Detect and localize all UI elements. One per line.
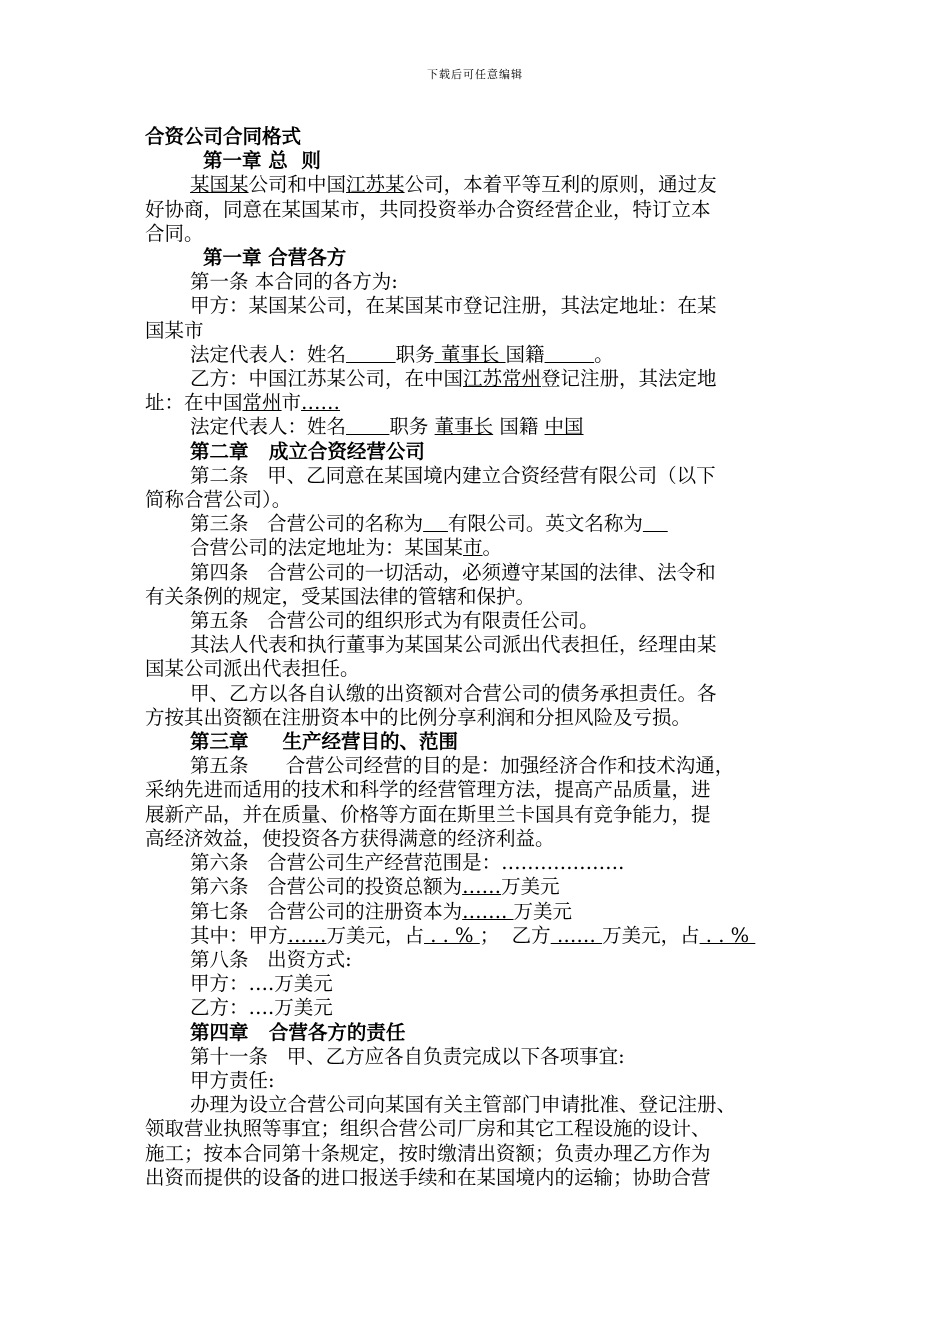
chapter-heading: 第四章 合营各方的责任 — [190, 1020, 406, 1044]
paragraph-line: 甲方：某国某公司，在某国某市登记注册，其法定地址：在某 — [190, 294, 717, 318]
paragraph-line: 展新产品，并在质量、价格等方面在斯里兰卡国具有竞争能力，提 — [145, 802, 711, 826]
text-span: 。 — [482, 536, 503, 560]
blank-field: . . % — [424, 923, 480, 947]
chapter-heading: 第一章 总 则 — [203, 149, 321, 173]
blank-field: …… — [287, 923, 327, 947]
text-span: 乙方：中国江苏某公司，在中国 — [190, 367, 464, 391]
chapter-heading: 第一章 合营各方 — [203, 246, 347, 270]
text-span: 法定代表人：姓名 — [190, 342, 347, 366]
paragraph-line: 第二条 甲、乙同意在某国境内建立合资经营有限公司（以下 — [190, 463, 716, 487]
document-title: 合资公司合同格式 — [145, 125, 302, 148]
text-span: 公司，本着平等互利的原则，通过友 — [404, 173, 717, 197]
blank-field — [545, 343, 595, 366]
text-span: 江苏常州 — [463, 367, 542, 391]
text-span: 。 — [594, 342, 614, 366]
paragraph-line: 简称合营公司）。 — [145, 488, 292, 512]
paragraph-line: 合同。 — [145, 221, 204, 245]
paragraph-line: 第五条 合营公司经营的目的是：加强经济合作和技术沟通， — [190, 754, 735, 778]
text-span: 职务 — [389, 415, 435, 439]
header-note: 下载后可任意编辑 — [427, 68, 523, 81]
text-span: 万美元，占 — [326, 923, 425, 947]
blank-field: …… — [462, 875, 502, 899]
text-span: 登记注册，其法定地 — [541, 367, 717, 391]
text-span: 合营公司的法定地址为：某国某 — [190, 536, 464, 560]
text-span: 法定代表人：姓名 — [190, 415, 347, 439]
document-body — [145, 125, 810, 1190]
chapter-heading: 第三章 生产经营目的、范围 — [190, 730, 458, 754]
chapter-heading: 第二章 成立合资经营公司 — [190, 439, 425, 463]
text-span: 市 — [281, 391, 302, 415]
blank-field — [423, 512, 448, 535]
text-span: 市 — [463, 536, 483, 560]
paragraph-line: 出资而提供的设备的进口报送手续和在某国境内的运输；协助合营 — [145, 1165, 711, 1189]
paragraph-line — [145, 536, 810, 560]
paragraph-line — [145, 512, 810, 536]
paragraph-line: 第一条 本合同的各方为: — [190, 270, 398, 294]
paragraph-line: 高经济效益，使投资各方获得满意的经济利益。 — [145, 826, 555, 850]
text-span: 国籍 — [505, 342, 545, 366]
paragraph-line: 第六条 合营公司生产经营范围是：………………. — [190, 851, 625, 875]
text-span: 职务 — [395, 342, 435, 366]
paragraph-line: 领取营业执照等事宜；组织合营公司厂房和其它工程设施的设计、 — [145, 1117, 711, 1141]
paragraph-line: 其法人代表和执行董事为某国某公司派出代表担任，经理由某 — [190, 633, 717, 657]
blank-field: . . % — [699, 923, 756, 947]
text-span: 公司和中国 — [248, 173, 347, 197]
paragraph-line — [145, 343, 810, 367]
paragraph-line: 国某市 — [145, 318, 204, 342]
text-span: 址：在中国 — [145, 391, 243, 415]
text-span: 万美元 — [513, 899, 573, 923]
text-span: 万美元 — [501, 875, 560, 899]
text-span: 有限公司。英文名称为 — [447, 512, 643, 536]
blank-field: …… — [550, 923, 603, 947]
blank-field — [346, 415, 389, 438]
paragraph-line: 第八条 出资方式: — [190, 947, 352, 971]
text-span: 董事长 — [434, 342, 506, 366]
paragraph-line — [145, 875, 810, 899]
paragraph-line — [145, 900, 810, 924]
blank-field: ……. — [462, 899, 514, 923]
text-span: 江苏某 — [346, 173, 405, 197]
text-span: 中国 — [544, 415, 584, 439]
text-span: 某国 — [190, 173, 230, 197]
paragraph-line: 第四条 合营公司的一切活动，必须遵守某国的法律、法令和 — [190, 560, 716, 584]
paragraph-line: 甲方：….万美元 — [190, 972, 333, 996]
paragraph-line — [145, 924, 810, 948]
text-span: 第三条 合营公司的名称为 — [190, 512, 424, 536]
text-span: 其中：甲方 — [190, 923, 288, 947]
paragraph-line: 甲、乙方以各自认缴的出资额对合营公司的债务承担责任。各 — [190, 681, 717, 705]
text-span: 某 — [229, 173, 249, 197]
paragraph-line: 乙方：….万美元 — [190, 996, 333, 1020]
paragraph-line: 第五条 合营公司的组织形式为有限责任公司。 — [190, 609, 599, 633]
blank-field — [643, 512, 668, 535]
paragraph-line: 甲方责任: — [190, 1068, 275, 1092]
paragraph-line: 第十一条 甲、乙方应各自负责完成以下各项事宜: — [190, 1044, 625, 1068]
paragraph-line — [145, 415, 810, 439]
text-span: …… — [301, 391, 341, 415]
paragraph-line — [145, 391, 810, 415]
text-span: 第七条 合营公司的注册资本为 — [190, 899, 463, 923]
paragraph-line: 施工；按本合同第十条规定，按时缴清出资额；负责办理乙方作为 — [145, 1141, 711, 1165]
text-span: ； 乙方 — [479, 923, 551, 947]
text-span: 国籍 — [493, 415, 545, 439]
paragraph-line: 采纳先进而适用的技术和科学的经营管理方法，提高产品质量，进 — [145, 778, 711, 802]
text-span: 万美元，占 — [602, 923, 700, 947]
paragraph-line: 办理为设立合营公司向某国有关主管部门申请批准、登记注册、 — [190, 1093, 737, 1117]
paragraph-line: 好协商，同意在某国某市，共同投资举办合资经营企业，特订立本 — [145, 197, 711, 221]
paragraph-line: 方按其出资额在注册资本中的比例分享利润和分担风险及亏损。 — [145, 705, 692, 729]
paragraph-line: 国某公司派出代表担任。 — [145, 657, 360, 681]
paragraph-line — [145, 173, 810, 197]
text-span: 常州 — [242, 391, 282, 415]
text-span: 董事长 — [434, 415, 494, 439]
paragraph-line — [145, 367, 810, 391]
paragraph-line: 有关条例的规定，受某国法律的管辖和保护。 — [145, 584, 536, 608]
blank-field — [346, 343, 396, 366]
text-span: 第六条 合营公司的投资总额为 — [190, 875, 463, 899]
